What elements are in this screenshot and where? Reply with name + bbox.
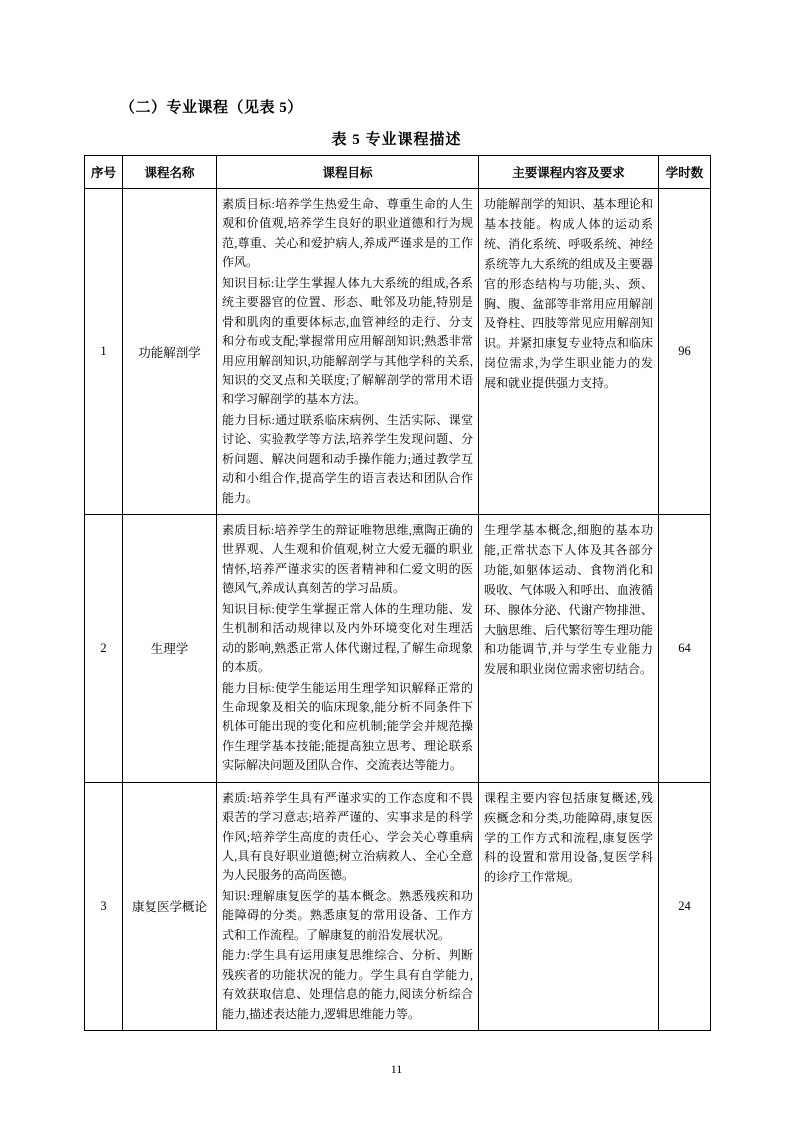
row-course-name: 生理学 xyxy=(123,515,217,783)
row-hours: 96 xyxy=(659,189,711,515)
row-hours: 64 xyxy=(659,515,711,783)
goal-paragraph: 能力目标:通过联系临床病例、生活实际、课堂讨论、实验教学等方法,培养学生发现问题、分析问题、解决问题和动手操作能力;通过教学互动和小组合作,提高学生的语言表达和团队合作能力。 xyxy=(222,412,473,505)
table-title: 表 5 专业课程描述 xyxy=(331,132,462,148)
row-no: 2 xyxy=(85,515,123,783)
table-row xyxy=(85,189,711,515)
column-header-content: 主要课程内容及要求 xyxy=(479,156,659,189)
row-hours: 24 xyxy=(659,782,711,1030)
column-header-name: 课程名称 xyxy=(123,156,217,189)
goal-paragraph: 素质目标:培养学生热爱生命、尊重生命的人生观和价值观,培养学生良好的职业道德和行为规范,尊重、关心和爱护病人,养成严谨求是的工作作风。 xyxy=(222,197,473,270)
table-header-row xyxy=(85,156,711,189)
row-course-name: 康复医学概论 xyxy=(123,782,217,1030)
content-paragraph: 课程主要内容包括康复概述,残疾概念和分类,功能障碍,康复医学的工作方式和流程,康复医学科的设置和常用设备,复医学科的诊疗工作常规。 xyxy=(484,790,653,885)
page-number: 11 xyxy=(390,1062,403,1076)
goal-paragraph: 知识目标:使学生掌握正常人体的生理功能、发生机制和活动规律以及内外环境变化对生理活动的影响,熟悉正常人体代谢过程,了解生命现象的本质。 xyxy=(222,601,473,675)
content-paragraph: 生理学基本概念,细胞的基本功能,正常状态下人体及其各部分功能,如躯体运动、食物消化和吸收、气体吸入和呼出、血液循环、腺体分泌、代谢产物排泄、大脑思维、后代繁衍等生理功能和功能调节,并与学生专业能力发展和职业岗位需求密切结合。 xyxy=(484,523,653,677)
row-course-content xyxy=(479,515,659,783)
goal-paragraph: 知识:理解康复医学的基本概念。熟悉残疾和功能障碍的分类。熟悉康复的常用设备、工作方式和工作流程。了解康复的前沿发展状况。 xyxy=(222,888,473,942)
row-course-name: 功能解剖学 xyxy=(123,189,217,515)
goal-paragraph: 能力目标:使学生能运用生理学知识解释正常的生命现象及相关的临床现象,能分析不同条件下机体可能出现的变化和应机制;能学会并规范操作生理学基本技能;能提高独立思考、理论联系实际解决问题及团队合作、交流表达等能力。 xyxy=(222,680,473,773)
goal-paragraph: 能力:学生具有运用康复思维综合、分析、判断残疾者的功能状况的能力。学生具有自学能力,有效获取信息、处理信息的能力,阅读分析综合能力,描述表达能力,逻辑思维能力等。 xyxy=(222,948,473,1021)
goal-paragraph: 素质:培养学生具有严谨求实的工作态度和不畏艰苦的学习意志;培养严谨的、实事求是的科学作风;培养学生高度的责任心、学会关心尊重病人,具有良好职业道德;树立治病救人、全心全意为人民服务的高尚医德。 xyxy=(222,790,473,883)
row-course-goal xyxy=(217,782,479,1030)
section-heading: （二）专业课程（见表 5） xyxy=(120,100,303,116)
column-header-no: 序号 xyxy=(85,156,123,189)
column-header-hours: 学时数 xyxy=(659,156,711,189)
row-course-goal xyxy=(217,189,479,515)
column-header-goal: 课程目标 xyxy=(217,156,479,189)
row-no: 3 xyxy=(85,782,123,1030)
content-paragraph: 功能解剖学的知识、基本理论和基本技能。构成人体的运动系统、消化系统、呼吸系统、神经系统等九大系统的组成及主要器官的形态结构与功能,头、颈、胸、腹、盆部等非常用应用解剖及脊柱、四肢等常见应用解剖知识。并紧扣康复专业特点和临床岗位需求,为学生职业能力的发展和就业提供强力支持。 xyxy=(484,197,653,391)
professional-courses-table xyxy=(84,155,711,1031)
goal-paragraph: 素质目标:培养学生的辩证唯物思维,熏陶正确的世界观、人生观和价值观,树立大爱无疆的职业情怀,培养严谨求实的医者精神和仁爱文明的医德风气,养成认真刻苦的学习品质。 xyxy=(222,523,473,596)
goal-paragraph: 知识目标:让学生掌握人体九大系统的组成,各系统主要器官的位置、形态、毗邻及功能,特别是骨和肌肉的重要体标志,血管神经的走行、分支和分布或支配;掌握常用应用解剖知识;熟悉非常用应用解剖知识,功能解剖学与其他学科的关系,知识的交叉点和关联度;了解解剖学的常用术语和学习解剖学的基本方法。 xyxy=(222,275,473,407)
table-row xyxy=(85,515,711,783)
row-course-content xyxy=(479,189,659,515)
row-no: 1 xyxy=(85,189,123,515)
row-course-goal xyxy=(217,515,479,783)
row-course-content xyxy=(479,782,659,1030)
table-row xyxy=(85,782,711,1030)
